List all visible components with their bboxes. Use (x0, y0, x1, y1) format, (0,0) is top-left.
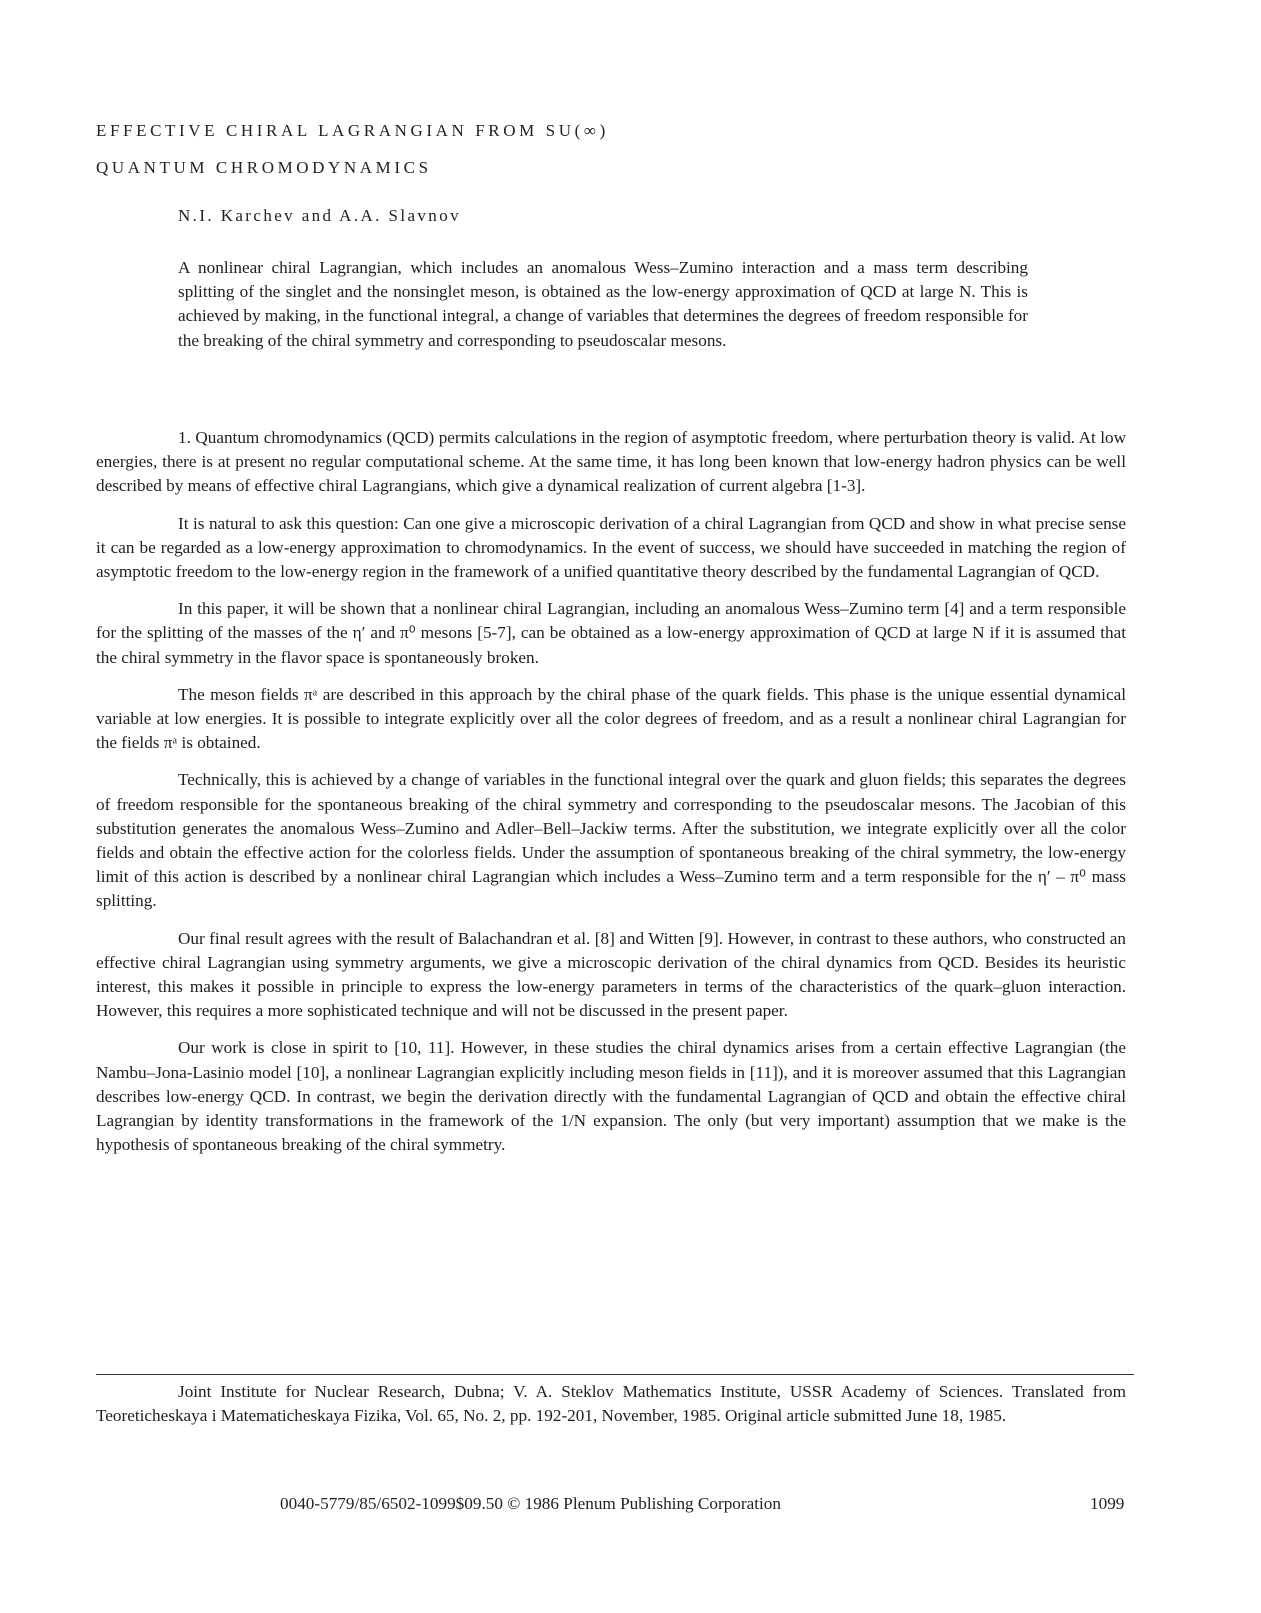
footnote: Joint Institute for Nuclear Research, Dubna; V. A. Steklov Mathematics Institute, USSR Academy of Sciences. Translated from Teoreticheskaya i Matematicheskaya Fizika, Vol. 65, No. 2, pp. 192-201, November, 1985. Original article submitted June 18, 1985. (96, 1382, 1126, 1425)
paragraph: It is natural to ask this question: Can one give a microscopic derivation of a chiral Lagrangian from QCD and show in what precise sense it can be regarded as a low-energy approximation to chromodynamics. In the event of success, we should have succeeded in matching the region of asymptotic freedom to the low-energy region in the framework of a unified quantitative theory described by the fundamental Lagrangian of QCD. (96, 513, 1126, 582)
abstract: A nonlinear chiral Lagrangian, which includes an anomalous Wess–Zumino interaction and a mass term describing splitting of the singlet and the nonsinglet meson, is obtained as the low-energy approximation of QCD at large N. This is achieved by making, in the functional integral, a change of variables that determines the degrees of freedom responsible for the breaking of the chiral symmetry and corresponding to pseudoscalar mesons. (178, 258, 1028, 350)
paragraph: In this paper, it will be shown that a nonlinear chiral Lagrangian, including an anomalous Wess–Zumino term [4] and a term responsible for the splitting of the masses of the η′ and π⁰ mesons [5-7], can be obtained as a low-energy approximation of QCD at large N if it is assumed that the chiral symmetry in the flavor space is spontaneously broken. (96, 599, 1126, 667)
paper-title-line1: EFFECTIVE CHIRAL LAGRANGIAN FROM SU(∞) (96, 121, 609, 140)
authors: N.I. Karchev and A.A. Slavnov (178, 206, 461, 225)
copyright-line: 0040-5779/85/6502-1099$09.50 © 1986 Plenum Publishing Corporation (280, 1494, 781, 1513)
paragraph: Our final result agrees with the result of Balachandran et al. [8] and Witten [9]. However, in contrast to these authors, who constructed an effective chiral Lagrangian using symmetry arguments, we give a microscopic derivation of the chiral dynamics from QCD. Besides its heuristic interest, this makes it possible in principle to express the low-energy parameters in terms of the characteristics of the quark–gluon interaction. However, this requires a more sophisticated technique and will not be discussed in the present paper. (96, 928, 1126, 1021)
paragraph: 1. Quantum chromodynamics (QCD) permits calculations in the region of asymptotic freedom, where perturbation theory is valid. At low energies, there is at present no regular computational scheme. At the same time, it has long been known that low-energy hadron physics can be well described by means of effective chiral Lagrangians, which give a dynamical realization of current algebra [1-3]. (96, 428, 1126, 496)
footnote-divider (96, 1374, 1134, 1375)
paragraph: The meson fields πᵃ are described in this approach by the chiral phase of the quark fields. This phase is the unique essential dynamical variable at low energies. It is possible to integrate explicitly over all the color degrees of freedom, and as a result a nonlinear chiral Lagrangian for the fields πᵃ is obtained. (96, 684, 1126, 753)
paragraph: Our work is close in spirit to [10, 11]. However, in these studies the chiral dynamics arises from a certain effective Lagrangian (the Nambu–Jona-Lasinio model [10], a nonlinear Lagrangian explicitly including meson fields in [11]), and it is moreover assumed that this Lagrangian describes low-energy QCD. In contrast, we begin the derivation directly with the fundamental Lagrangian of QCD and obtain the effective chiral Lagrangian by identity transformations in the framework of the 1/N expansion. The only (but very important) assumption that we make is the hypothesis of spontaneous breaking of the chiral symmetry. (96, 1038, 1126, 1155)
body-text (96, 426, 1126, 1170)
paragraph: Technically, this is achieved by a change of variables in the functional integral over the quark and gluon fields; this separates the degrees of freedom responsible for the spontaneous breaking of the chiral symmetry and corresponding to the pseudoscalar mesons. The Jacobian of this substitution generates the anomalous Wess–Zumino and Adler–Bell–Jackiw terms. After the substitution, we integrate explicitly over all the color fields and obtain the effective action for the colorless fields. Under the assumption of spontaneous breaking of the chiral symmetry, the low-energy limit of this action is described by a nonlinear chiral Lagrangian which includes a Wess–Zumino term and a term responsible for the η′ – π⁰ mass splitting. (96, 770, 1126, 911)
paper-title-line2: QUANTUM CHROMODYNAMICS (96, 158, 432, 177)
page-number: 1099 (1090, 1494, 1125, 1513)
